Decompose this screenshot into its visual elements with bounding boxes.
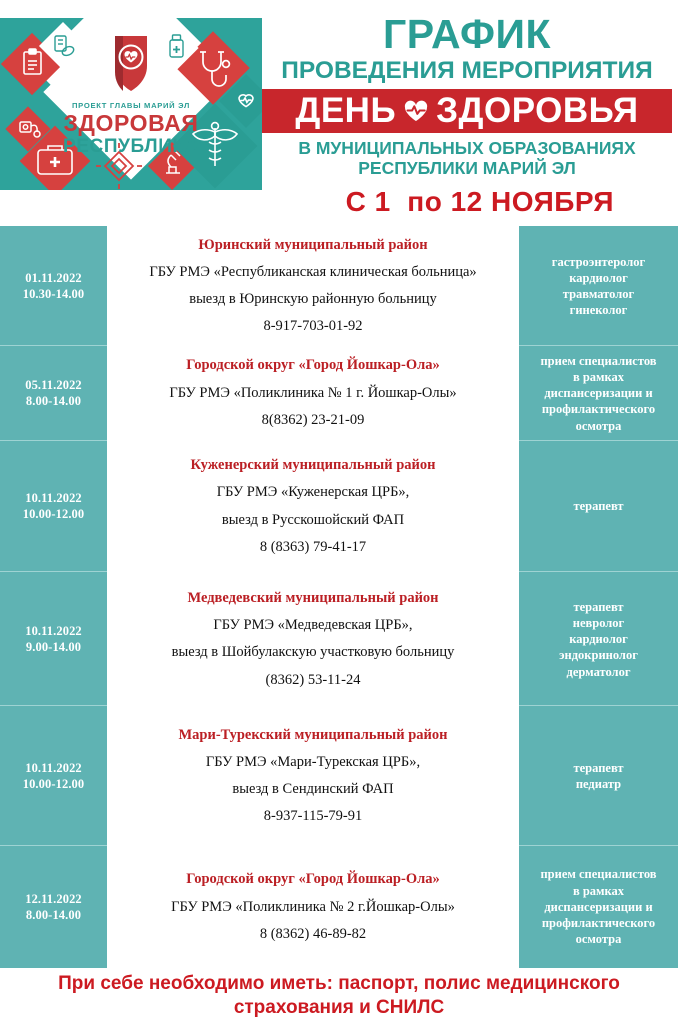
banner-subtitle-line2: РЕСПУБЛИКИ МАРИЙ ЭЛ — [358, 158, 576, 179]
row-district: Медведевский муниципальный район — [187, 589, 439, 606]
zdorovaya-respublika-logo — [0, 18, 262, 190]
row-date: 05.11.2022 — [25, 378, 82, 393]
table-row — [0, 441, 678, 573]
row-details-cell — [107, 346, 519, 440]
specialist-line: педиатр — [575, 777, 622, 792]
table-row — [0, 572, 678, 706]
date-range: С 1 по 12 НОЯБРЯ — [345, 186, 614, 217]
banner-red-highlight-bar — [262, 89, 672, 133]
row-time: 10.00-12.00 — [22, 507, 85, 522]
table-row — [0, 706, 678, 846]
row-phone[interactable]: 8(8362) 23-21-09 — [261, 411, 365, 428]
row-date-cell — [0, 441, 107, 573]
logo-title-line1: ЗДОРОВАЯ — [63, 110, 199, 136]
row-details-cell — [107, 226, 519, 346]
table-row — [0, 346, 678, 440]
row-time: 10.30-14.00 — [22, 287, 85, 302]
row-details-cell — [107, 846, 519, 968]
row-phone[interactable]: 8 (8363) 79-41-17 — [259, 538, 367, 555]
row-date: 10.11.2022 — [25, 491, 82, 506]
row-specialists-cell — [519, 706, 678, 846]
banner-line-grafik: ГРАФИК — [382, 11, 552, 57]
row-time: 10.00-12.00 — [22, 777, 85, 792]
specialist-line: профилактического — [541, 402, 656, 417]
date-range-wrap — [0, 186, 678, 226]
row-facility: ГБУ РМЭ «Поликлиника № 2 г.Йошкар-Олы» — [171, 898, 455, 915]
row-details-cell — [107, 706, 519, 846]
row-specialists-cell — [519, 226, 678, 346]
row-trip: выезд в Русскошойский ФАП — [221, 511, 405, 528]
row-specialists-cell — [519, 346, 678, 440]
row-phone[interactable]: 8-937-115-79-91 — [263, 808, 363, 825]
row-time: 8.00-14.00 — [25, 394, 82, 409]
heart-pulse-icon — [402, 98, 430, 124]
specialist-line: травматолог — [562, 287, 635, 302]
logo-project-label: ПРОЕКТ ГЛАВЫ МАРИЙ ЭЛ — [72, 101, 190, 110]
row-details-cell — [107, 441, 519, 573]
schedule-rows — [0, 226, 678, 968]
logo-artwork — [0, 18, 262, 190]
row-trip: выезд в Шойбулакскую участковую больницу — [171, 644, 455, 661]
row-time: 8.00-14.00 — [25, 907, 82, 922]
row-district: Мари-Турекский муниципальный район — [178, 726, 448, 743]
row-time: 9.00-14.00 — [25, 640, 82, 655]
row-date-cell — [0, 346, 107, 440]
poster-header — [0, 0, 678, 190]
row-specialists-cell — [519, 441, 678, 573]
row-trip: выезд в Сендинский ФАП — [232, 781, 394, 798]
banner-subtitle — [298, 138, 635, 179]
row-district: Городской округ «Город Йошкар-Ола» — [186, 357, 440, 374]
row-phone[interactable]: (8362) 53-11-24 — [265, 671, 361, 688]
specialist-line: осмотра — [575, 932, 622, 947]
footer-note — [58, 972, 620, 1020]
row-facility: ГБУ РМЭ «Республиканская клиническая больница» — [149, 264, 477, 281]
poster-footer — [0, 968, 678, 1024]
specialist-line: терапевт — [573, 499, 624, 514]
row-facility: ГБУ РМЭ «Куженерская ЦРБ», — [216, 484, 410, 501]
banner-line-provedenia: ПРОВЕДЕНИЯ МЕРОПРИЯТИЯ — [281, 56, 653, 84]
row-date-cell — [0, 226, 107, 346]
row-facility: ГБУ РМЭ «Медведевская ЦРБ», — [213, 617, 413, 634]
row-date: 10.11.2022 — [25, 624, 82, 639]
banner-zdorovya-text: ЗДОРОВЬЯ — [436, 90, 639, 130]
banner-subtitle-line1: В МУНИЦИПАЛЬНЫХ ОБРАЗОВАНИЯХ — [298, 137, 636, 158]
schedule-table — [0, 226, 678, 968]
specialist-line: дерматолог — [566, 664, 631, 679]
table-row — [0, 226, 678, 346]
specialist-line: терапевт — [573, 599, 624, 614]
banner-den-text: ДЕНЬ — [295, 90, 397, 130]
banner — [262, 11, 672, 179]
specialist-line: терапевт — [573, 760, 624, 775]
row-district: Куженерский муниципальный район — [190, 457, 436, 474]
row-date-cell — [0, 572, 107, 706]
row-date: 10.11.2022 — [25, 761, 82, 776]
specialist-line: осмотра — [575, 418, 622, 433]
row-trip: выезд в Юринскую районную больницу — [189, 291, 437, 308]
table-row — [0, 846, 678, 968]
specialist-line: невролог — [572, 615, 625, 630]
specialist-line: в рамках — [572, 883, 625, 898]
row-district: Юринский муниципальный район — [198, 236, 428, 253]
specialist-line: диспансеризации и — [544, 899, 653, 914]
specialist-line: диспансеризации и — [544, 386, 653, 401]
specialist-line: кардиолог — [569, 270, 628, 285]
row-date: 12.11.2022 — [25, 891, 82, 906]
specialist-line: профилактического — [541, 916, 656, 931]
row-date: 01.11.2022 — [25, 271, 82, 286]
footer-note-line2: страхования и СНИЛС — [233, 997, 445, 1018]
specialist-line: в рамках — [572, 369, 625, 384]
specialist-line: гастроэнтеролог — [551, 254, 646, 269]
specialist-line: прием специалистов — [540, 867, 657, 882]
specialist-line: кардиолог — [569, 632, 628, 647]
row-date-cell — [0, 846, 107, 968]
row-phone[interactable]: 8 (8362) 46-89-82 — [259, 925, 367, 942]
row-facility: ГБУ РМЭ «Поликлиника № 1 г. Йошкар-Олы» — [169, 384, 457, 401]
row-details-cell — [107, 572, 519, 706]
specialist-line: прием специалистов — [540, 353, 657, 368]
row-facility: ГБУ РМЭ «Мари-Турекская ЦРБ», — [205, 754, 421, 771]
footer-note-line1: При себе необходимо иметь: паспорт, полис медицинского — [58, 973, 620, 995]
row-specialists-cell — [519, 846, 678, 968]
logo-title-line2: РЕСПУБЛИКА — [62, 136, 200, 157]
specialist-line: гинеколог — [569, 303, 628, 318]
row-date-cell — [0, 706, 107, 846]
row-district: Городской округ «Город Йошкар-Ола» — [186, 871, 440, 888]
specialist-line: эндокринолог — [559, 648, 638, 663]
row-phone[interactable]: 8-917-703-01-92 — [263, 318, 363, 335]
row-specialists-cell — [519, 572, 678, 706]
